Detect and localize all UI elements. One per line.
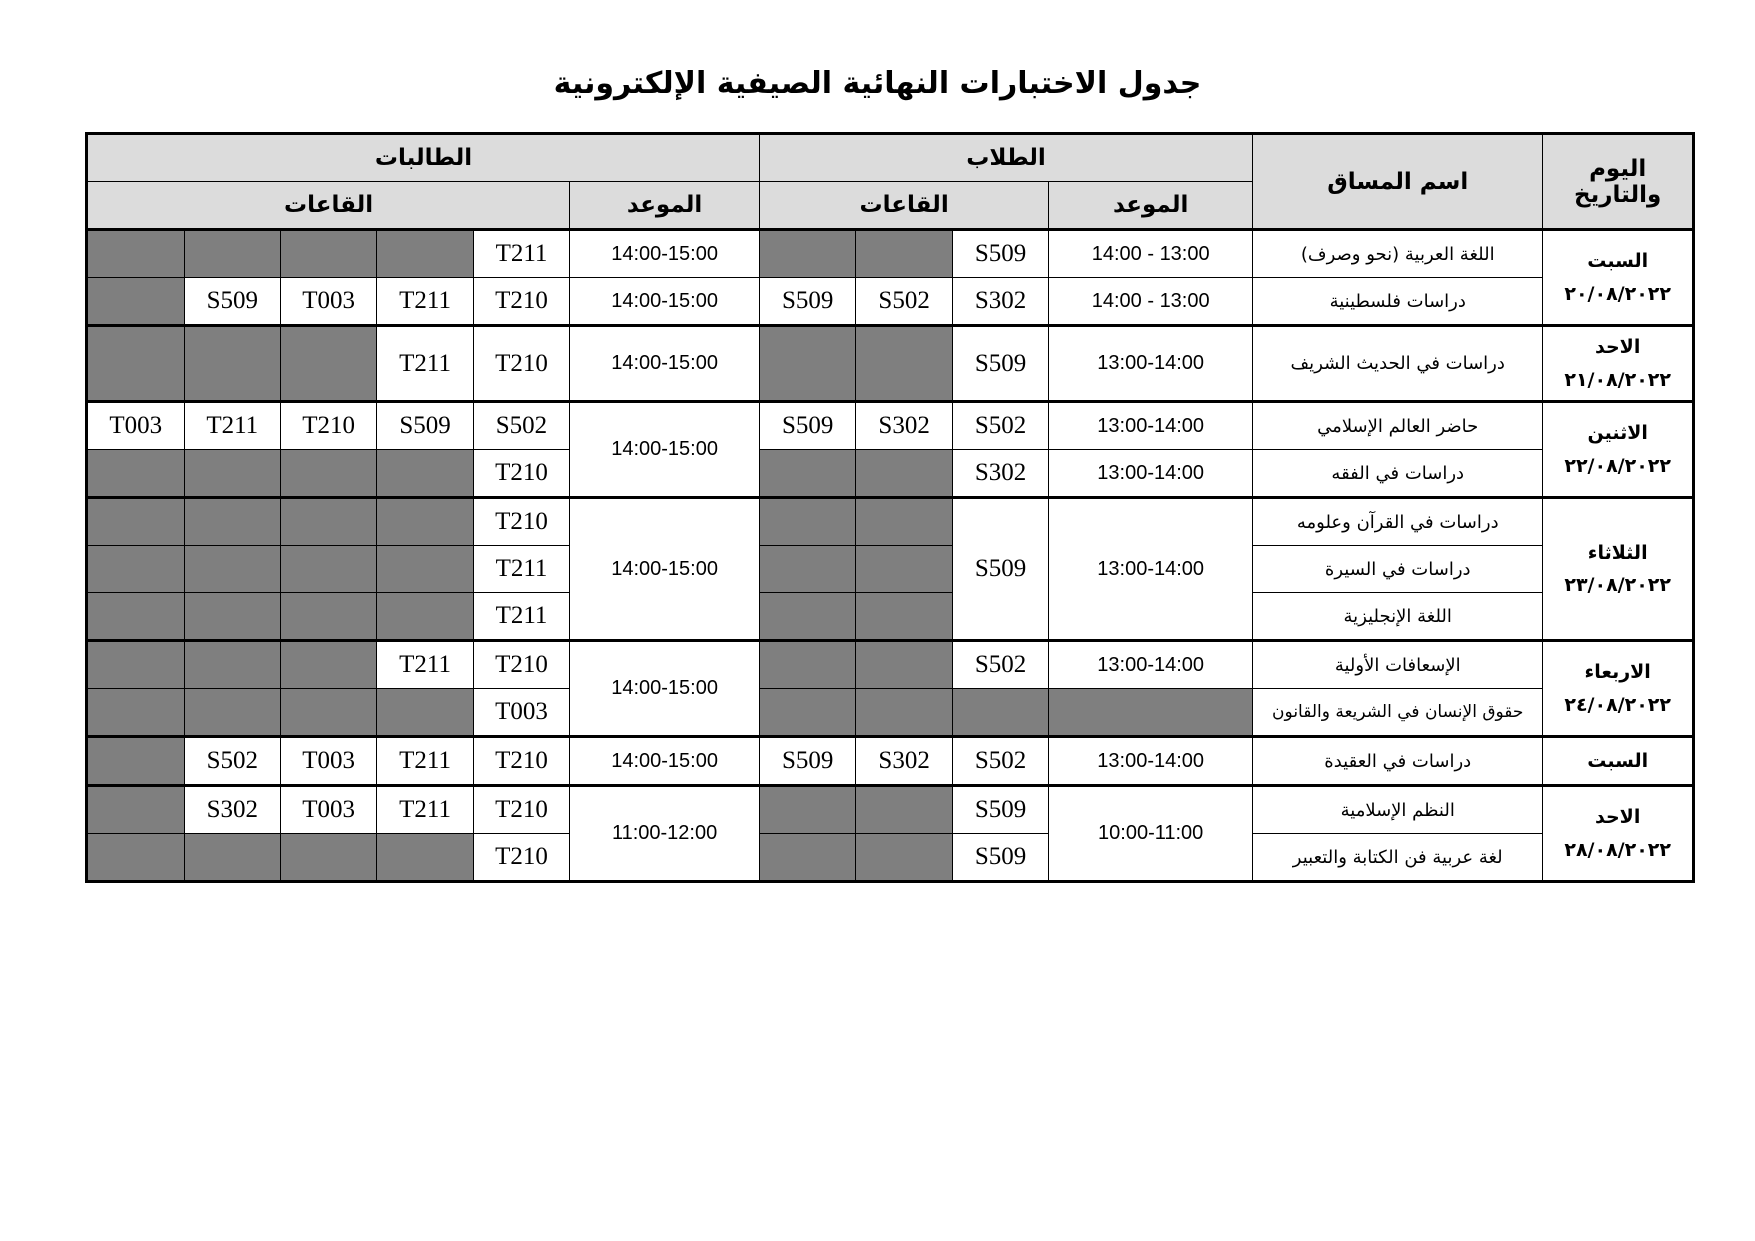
table-row: [88, 450, 1693, 498]
female-room: T211: [184, 402, 280, 450]
female-room: T003: [280, 786, 376, 834]
empty-cell: [856, 593, 952, 641]
empty-cell: [377, 834, 473, 881]
table-row: [88, 593, 1693, 641]
male-time: 13:00-14:00: [1049, 402, 1253, 450]
empty-cell: [760, 546, 856, 593]
female-room: T211: [377, 737, 473, 786]
table-row: [88, 834, 1693, 881]
female-room: T210: [473, 737, 569, 786]
female-room: T210: [280, 402, 376, 450]
table-row: [88, 230, 1693, 278]
female-time: 14:00-15:00: [570, 278, 760, 326]
female-room: T003: [473, 689, 569, 737]
empty-cell: [856, 230, 952, 278]
male-room: S502: [856, 278, 952, 326]
table-row: [88, 786, 1693, 834]
day-name: السبت: [1587, 749, 1649, 772]
table-row: [88, 641, 1693, 689]
header-day-date: اليوم والتاريخ: [1543, 135, 1693, 230]
male-time: 13:00 - 14:00: [1049, 230, 1253, 278]
male-room: S502: [952, 641, 1048, 689]
female-room: T211: [377, 641, 473, 689]
female-time: 14:00-15:00: [570, 498, 760, 641]
empty-cell: [760, 593, 856, 641]
empty-cell: [280, 230, 376, 278]
empty-cell: [184, 546, 280, 593]
course-name: دراسات في الفقه: [1253, 450, 1543, 498]
empty-cell: [856, 450, 952, 498]
empty-cell: [280, 450, 376, 498]
male-room: S302: [856, 737, 952, 786]
day-name: الثلاثاء: [1587, 541, 1648, 564]
empty-cell: [856, 786, 952, 834]
day-name: الاربعاء: [1584, 661, 1651, 684]
empty-cell: [184, 689, 280, 737]
male-room: S502: [952, 737, 1048, 786]
empty-cell: [184, 450, 280, 498]
male-room: S509: [952, 786, 1048, 834]
empty-cell: [760, 450, 856, 498]
course-name: دراسات في القرآن وعلومه: [1253, 498, 1543, 546]
course-name: حاضر العالم الإسلامي: [1253, 402, 1543, 450]
course-name: دراسات فلسطينية: [1253, 278, 1543, 326]
empty-cell: [1049, 689, 1253, 737]
empty-cell: [88, 689, 185, 737]
female-room: T210: [473, 278, 569, 326]
male-room: S509: [952, 498, 1048, 641]
header-males: الطلاب: [760, 135, 1253, 182]
day-date: ٢٤/٠٨/٢٠٢٢: [1564, 693, 1671, 716]
female-room: S502: [473, 402, 569, 450]
empty-cell: [856, 689, 952, 737]
day-name: الاحد: [1595, 336, 1641, 359]
empty-cell: [184, 498, 280, 546]
empty-cell: [760, 498, 856, 546]
day-name: السبت: [1587, 250, 1649, 273]
empty-cell: [377, 593, 473, 641]
male-time: 13:00-14:00: [1049, 326, 1253, 402]
female-room: T211: [473, 593, 569, 641]
table-row: [88, 326, 1693, 402]
empty-cell: [377, 689, 473, 737]
header-male-rooms: القاعات: [760, 182, 1049, 230]
course-name: اللغة الإنجليزية: [1253, 593, 1543, 641]
female-room: T211: [473, 230, 569, 278]
course-name: الإسعافات الأولية: [1253, 641, 1543, 689]
empty-cell: [184, 230, 280, 278]
day-cell: [1543, 786, 1693, 881]
empty-cell: [856, 546, 952, 593]
empty-cell: [280, 689, 376, 737]
course-name: دراسات في الحديث الشريف: [1253, 326, 1543, 402]
day-cell: [1543, 737, 1693, 786]
empty-cell: [952, 689, 1048, 737]
table-row: [88, 402, 1693, 450]
empty-cell: [88, 498, 185, 546]
female-room: T210: [473, 450, 569, 498]
empty-cell: [184, 834, 280, 881]
header-male-time: الموعد: [1049, 182, 1253, 230]
female-room: S502: [184, 737, 280, 786]
female-room: T003: [88, 402, 185, 450]
female-room: S302: [184, 786, 280, 834]
female-room: T211: [377, 326, 473, 402]
male-room: S509: [760, 278, 856, 326]
day-name: الاحد: [1595, 806, 1641, 829]
day-name: الاثنين: [1587, 422, 1648, 445]
empty-cell: [280, 498, 376, 546]
female-room: T211: [473, 546, 569, 593]
empty-cell: [856, 326, 952, 402]
male-time: 13:00-14:00: [1049, 737, 1253, 786]
header-course-name: اسم المساق: [1253, 135, 1543, 230]
table-row: [88, 737, 1693, 786]
empty-cell: [88, 278, 185, 326]
empty-cell: [377, 498, 473, 546]
male-room: S302: [952, 450, 1048, 498]
female-room: T210: [473, 498, 569, 546]
empty-cell: [280, 546, 376, 593]
day-date: ٢١/٠٨/٢٠٢٢: [1564, 368, 1671, 391]
day-cell: [1543, 498, 1693, 641]
header-females: الطالبات: [88, 135, 760, 182]
empty-cell: [184, 641, 280, 689]
empty-cell: [856, 498, 952, 546]
course-name: لغة عربية فن الكتابة والتعبير: [1253, 834, 1543, 881]
empty-cell: [760, 834, 856, 881]
male-time: 10:00-11:00: [1049, 786, 1253, 881]
male-time: 13:00-14:00: [1049, 498, 1253, 641]
empty-cell: [88, 546, 185, 593]
table-row: [88, 278, 1693, 326]
empty-cell: [760, 326, 856, 402]
female-room: T210: [473, 786, 569, 834]
empty-cell: [88, 593, 185, 641]
male-time: 13:00 - 14:00: [1049, 278, 1253, 326]
header-female-rooms: القاعات: [88, 182, 570, 230]
empty-cell: [88, 230, 185, 278]
female-room: S509: [377, 402, 473, 450]
female-time: 14:00-15:00: [570, 402, 760, 498]
course-name: النظم الإسلامية: [1253, 786, 1543, 834]
male-room: S509: [952, 834, 1048, 881]
course-name: دراسات في العقيدة: [1253, 737, 1543, 786]
empty-cell: [377, 230, 473, 278]
female-room: T003: [280, 737, 376, 786]
empty-cell: [377, 450, 473, 498]
empty-cell: [856, 641, 952, 689]
day-cell: [1543, 641, 1693, 737]
empty-cell: [377, 546, 473, 593]
page-title: جدول الاختبارات النهائية الصيفية الإلكترونية: [553, 66, 1202, 101]
day-date: ٢٣/٠٨/٢٠٢٢: [1564, 574, 1671, 596]
table-row: [88, 689, 1693, 737]
empty-cell: [88, 326, 185, 402]
female-time: 14:00-15:00: [570, 230, 760, 278]
empty-cell: [184, 593, 280, 641]
day-cell: [1543, 230, 1693, 326]
header-female-time: الموعد: [570, 182, 760, 230]
table-row: [88, 546, 1693, 593]
female-time: 11:00-12:00: [570, 786, 760, 881]
female-room: T211: [377, 278, 473, 326]
male-room: S302: [952, 278, 1048, 326]
course-name: اللغة العربية (نحو وصرف): [1253, 230, 1543, 278]
female-room: T210: [473, 834, 569, 881]
female-time: 14:00-15:00: [570, 737, 760, 786]
male-time: 13:00-14:00: [1049, 450, 1253, 498]
day-date: ٢٨/٠٨/٢٠٢٢: [1564, 838, 1671, 861]
empty-cell: [184, 326, 280, 402]
male-time: 13:00-14:00: [1049, 641, 1253, 689]
empty-cell: [88, 450, 185, 498]
female-time: 14:00-15:00: [570, 641, 760, 737]
empty-cell: [280, 641, 376, 689]
day-date: ٢٢/٠٨/٢٠٢٢: [1564, 454, 1671, 477]
female-room: T210: [473, 326, 569, 402]
day-date: ٢٠/٠٨/٢٠٢٢: [1564, 282, 1671, 305]
empty-cell: [88, 834, 185, 881]
table-row: [88, 498, 1693, 546]
male-room: S509: [760, 402, 856, 450]
course-name: حقوق الإنسان في الشريعة والقانون: [1253, 689, 1543, 737]
female-room: T003: [280, 278, 376, 326]
female-room: T211: [377, 786, 473, 834]
empty-cell: [760, 689, 856, 737]
day-cell: [1543, 326, 1693, 402]
female-time: 14:00-15:00: [570, 326, 760, 402]
empty-cell: [88, 786, 185, 834]
male-room: S509: [952, 326, 1048, 402]
male-room: S509: [760, 737, 856, 786]
empty-cell: [760, 641, 856, 689]
course-name: دراسات في السيرة: [1253, 546, 1543, 593]
empty-cell: [88, 737, 185, 786]
empty-cell: [856, 834, 952, 881]
empty-cell: [280, 326, 376, 402]
empty-cell: [760, 230, 856, 278]
female-room: T210: [473, 641, 569, 689]
empty-cell: [280, 834, 376, 881]
male-room: S302: [856, 402, 952, 450]
exam-schedule-table: [87, 134, 1693, 881]
female-room: S509: [184, 278, 280, 326]
empty-cell: [88, 641, 185, 689]
empty-cell: [280, 593, 376, 641]
day-cell: [1543, 402, 1693, 498]
male-room: S509: [952, 230, 1048, 278]
empty-cell: [760, 786, 856, 834]
male-room: S502: [952, 402, 1048, 450]
